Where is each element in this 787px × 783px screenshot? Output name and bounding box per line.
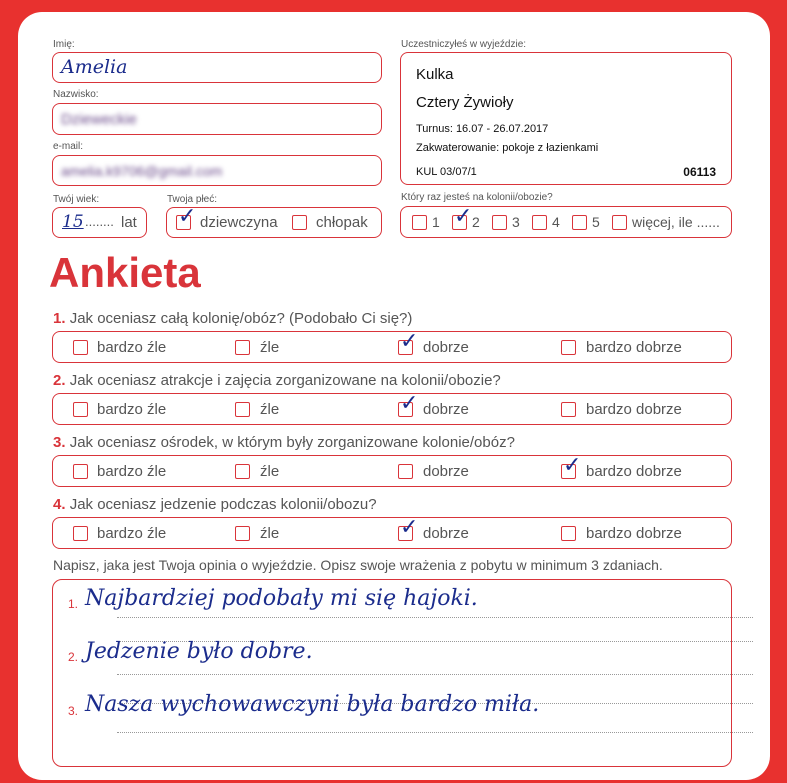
checkmark-icon: ✓ (178, 204, 197, 229)
checkmark-icon: ✓ (400, 329, 419, 354)
q2-option-bardzo-dobrze[interactable] (561, 402, 576, 417)
opinion-number-3: 3. (68, 704, 79, 718)
q2-option-bardzo-zle[interactable] (73, 402, 88, 417)
times-checkbox-4[interactable] (532, 215, 547, 230)
opinion-prompt: Napisz, jaka jest Twoja opinia o wyjeździe. Opisz swoje wrażenia z pobytu w minimum 3 zdaniach. (53, 557, 663, 573)
gender-label: Twoja płeć: (167, 194, 218, 205)
name-field[interactable] (52, 52, 382, 83)
q1-option-bardzo-zle[interactable] (73, 340, 88, 355)
q3-option-zle[interactable] (235, 464, 250, 479)
email-label: e-mail: (53, 141, 84, 152)
times-checkbox-more[interactable] (612, 215, 627, 230)
opinion-answer-3: Nasza wychowawczyni była bardzo miła. (85, 692, 540, 717)
camp-number: 06113 (683, 165, 716, 179)
times-label-3: 3 (512, 214, 520, 230)
q2-option-zle[interactable] (235, 402, 250, 417)
opinion-line (117, 674, 753, 675)
times-checkbox-5[interactable] (572, 215, 587, 230)
question-2-options: bardzo źle źle ✓ dobrze bardzo dobrze (52, 393, 732, 425)
question-3: 3. Jak oceniasz ośrodek, w którym były zorganizowane kolonie/obóz? (53, 434, 515, 451)
q1-option-bardzo-dobrze[interactable] (561, 340, 576, 355)
checkmark-icon: ✓ (454, 204, 473, 229)
q4-option-bardzo-dobrze[interactable] (561, 526, 576, 541)
checkmark-icon: ✓ (400, 515, 419, 540)
age-field[interactable] (52, 207, 147, 238)
survey-title: Ankieta (49, 249, 201, 296)
camp-subtitle: Cztery Żywioły (416, 94, 514, 111)
opinion-answer-1: Najbardziej podobały mi się hajoki. (85, 586, 478, 611)
q4-option-bardzo-zle[interactable] (73, 526, 88, 541)
times-label: Który raz jesteś na kolonii/obozie? (401, 192, 553, 203)
question-2: 2. Jak oceniasz atrakcje i zajęcia zorganizowane na kolonii/obozie? (53, 372, 501, 389)
q4-option-dobrze[interactable] (398, 515, 419, 541)
gender-male-label: chłopak (316, 214, 368, 231)
surname-value: Dzieweckie (61, 111, 137, 128)
name-label: Imię: (53, 39, 75, 50)
camp-info-box (400, 52, 732, 185)
opinion-line (117, 617, 753, 618)
opinion-number-2: 2. (68, 650, 79, 664)
times-label-1: 1 (432, 214, 440, 230)
times-label-more: więcej, ile ...... (632, 214, 720, 230)
age-label: Twój wiek: (53, 194, 100, 205)
opinion-box[interactable] (52, 579, 732, 767)
q3-option-dobrze[interactable] (398, 464, 413, 479)
gender-field (166, 204, 382, 238)
age-dots: ........ (85, 214, 114, 229)
checkmark-icon: ✓ (563, 453, 582, 478)
question-4: 4. Jak oceniasz jedzenie podczas kolonii/obozu? (53, 496, 377, 513)
opinion-line (117, 732, 753, 733)
email-value: amelia.k9706@gmail.com (61, 163, 223, 179)
question-1: 1. Jak oceniasz całą kolonię/obóz? (Podobało Ci się?) (53, 310, 413, 327)
checkmark-icon: ✓ (400, 391, 419, 416)
opinion-answer-2: Jedzenie było dobre. (85, 639, 313, 664)
times-field (400, 206, 732, 238)
times-label-4: 4 (552, 214, 560, 230)
times-checkbox-2[interactable] (452, 204, 473, 230)
camp-code: KUL 03/07/1 (416, 166, 477, 178)
times-label-5: 5 (592, 214, 600, 230)
q1-option-zle[interactable] (235, 340, 250, 355)
gender-female-label: dziewczyna (200, 214, 278, 231)
opinion-number-1: 1. (68, 597, 79, 611)
name-value: Amelia (61, 56, 128, 78)
q2-option-dobrze[interactable] (398, 391, 419, 417)
age-value: 15 (62, 212, 84, 232)
q3-option-bardzo-dobrze[interactable] (561, 453, 582, 479)
question-3-options: bardzo źle źle dobrze ✓ bardzo dobrze (52, 455, 732, 487)
surname-label: Nazwisko: (53, 89, 99, 100)
q1-option-dobrze[interactable] (398, 329, 419, 355)
times-checkbox-3[interactable] (492, 215, 507, 230)
camp-accommodation: Zakwaterowanie: pokoje z łazienkami (416, 142, 599, 154)
surname-field[interactable] (52, 103, 382, 135)
survey-sheet (18, 12, 770, 780)
question-4-options: bardzo źle źle ✓ dobrze bardzo dobrze (52, 517, 732, 549)
camp-name: Kulka (416, 66, 454, 83)
email-field[interactable] (52, 155, 382, 186)
question-1-options: bardzo źle źle ✓ dobrze bardzo dobrze (52, 331, 732, 363)
gender-male-checkbox[interactable] (292, 215, 307, 230)
q4-option-zle[interactable] (235, 526, 250, 541)
gender-female-checkbox[interactable] (176, 204, 197, 230)
camp-label: Uczestniczyłeś w wyjeździe: (401, 39, 527, 50)
times-label-2: 2 (472, 214, 480, 230)
age-unit: lat (121, 214, 137, 231)
times-checkbox-1[interactable] (412, 215, 427, 230)
q3-option-bardzo-zle[interactable] (73, 464, 88, 479)
camp-turnus: Turnus: 16.07 - 26.07.2017 (416, 123, 549, 135)
